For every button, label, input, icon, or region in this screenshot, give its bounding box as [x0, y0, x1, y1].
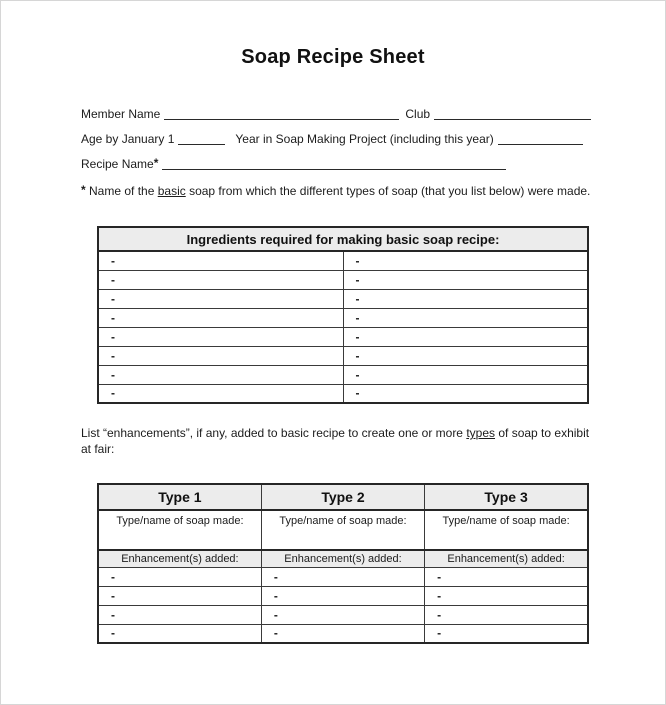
- ingredient-cell: -: [343, 308, 588, 327]
- ingredient-cell: -: [98, 327, 343, 346]
- ingredients-row: [98, 327, 588, 346]
- ingredients-table: [97, 226, 589, 404]
- enhancements-added-cell: Enhancement(s) added:: [425, 550, 588, 567]
- type-3-header: Type 3: [425, 484, 588, 510]
- enhancement-item-cell: -: [98, 605, 261, 624]
- types-table: [97, 483, 589, 644]
- type-name-row: [98, 510, 588, 550]
- project-year-field: [498, 132, 583, 145]
- ingredients-row: [98, 365, 588, 384]
- enhancement-item-cell: -: [425, 567, 588, 586]
- ingredient-cell: -: [343, 384, 588, 403]
- enhancement-item-row: [98, 624, 588, 643]
- enhancements-note-after: of soap to exhibit at fair:: [81, 426, 590, 456]
- enhancement-item-cell: -: [98, 567, 261, 586]
- recipe-name-label: Recipe Name: [81, 157, 154, 171]
- enhancement-item-cell: -: [98, 624, 261, 643]
- enhancements-added-cell: Enhancement(s) added:: [98, 550, 261, 567]
- ingredient-cell: -: [343, 346, 588, 365]
- enhancements-note-underlined-word: types: [466, 426, 496, 440]
- ingredients-row: [98, 308, 588, 327]
- member-name-label: Member Name: [81, 107, 161, 121]
- ingredient-cell: -: [98, 308, 343, 327]
- member-club-row: [81, 106, 595, 122]
- form-header-block: [81, 106, 595, 199]
- enhancement-item-cell: -: [98, 586, 261, 605]
- age-year-row: [81, 131, 595, 147]
- ingredients-row: [98, 251, 588, 270]
- enhancement-item-cell: -: [425, 586, 588, 605]
- ingredient-cell: -: [343, 270, 588, 289]
- recipe-name-asterisk: *: [153, 156, 159, 170]
- enhancement-item-cell: -: [425, 605, 588, 624]
- type-2-header: Type 2: [261, 484, 424, 510]
- club-field: [434, 107, 591, 120]
- ingredient-cell: -: [343, 327, 588, 346]
- footnote-underlined-word: basic: [157, 184, 186, 198]
- footnote-text-after: soap from which the different types of soap (that you list below) were made.: [185, 184, 591, 198]
- ingredients-row: [98, 346, 588, 365]
- ingredient-cell: -: [343, 365, 588, 384]
- ingredient-cell: -: [343, 251, 588, 270]
- enhancements-note-before: List “enhancements”, if any, added to basic recipe to create one or more: [81, 426, 467, 440]
- project-year-label: Year in Soap Making Project (including this year): [235, 132, 494, 146]
- footnote-text-before: Name of the: [85, 184, 158, 198]
- ingredients-row: [98, 384, 588, 403]
- enhancements-added-cell: Enhancement(s) added:: [261, 550, 424, 567]
- enhancement-item-cell: -: [261, 586, 424, 605]
- ingredient-cell: -: [343, 289, 588, 308]
- page-title: Soap Recipe Sheet: [241, 46, 425, 68]
- type-name-cell: Type/name of soap made:: [98, 510, 261, 550]
- age-field: [178, 132, 225, 145]
- enhancement-item-row: [98, 605, 588, 624]
- ingredient-cell: -: [98, 346, 343, 365]
- ingredients-row: [98, 289, 588, 308]
- types-header-row: [98, 484, 588, 510]
- enhancement-item-row: [98, 567, 588, 586]
- enhancement-item-cell: -: [425, 624, 588, 643]
- ingredients-row: [98, 270, 588, 289]
- enhancements-label-row: [98, 550, 588, 567]
- type-name-cell: Type/name of soap made:: [261, 510, 424, 550]
- recipe-name-field: [162, 157, 506, 170]
- ingredient-cell: -: [98, 251, 343, 270]
- ingredient-cell: -: [98, 289, 343, 308]
- age-label: Age by January 1: [81, 132, 175, 146]
- enhancement-item-row: [98, 586, 588, 605]
- type-name-cell: Type/name of soap made:: [425, 510, 588, 550]
- recipe-name-row: [81, 156, 595, 172]
- ingredients-table-header: Ingredients required for making basic soap recipe:: [98, 227, 588, 251]
- enhancements-note: [81, 425, 595, 457]
- footnote-asterisk: *: [81, 183, 86, 197]
- enhancement-item-cell: -: [261, 567, 424, 586]
- enhancement-item-cell: -: [261, 605, 424, 624]
- ingredient-cell: -: [98, 270, 343, 289]
- footnote: [81, 183, 595, 199]
- ingredient-cell: -: [98, 384, 343, 403]
- enhancement-item-cell: -: [261, 624, 424, 643]
- type-1-header: Type 1: [98, 484, 261, 510]
- member-name-field: [164, 107, 399, 120]
- club-label: Club: [405, 107, 431, 121]
- ingredients-header-row: [98, 227, 588, 251]
- ingredient-cell: -: [98, 365, 343, 384]
